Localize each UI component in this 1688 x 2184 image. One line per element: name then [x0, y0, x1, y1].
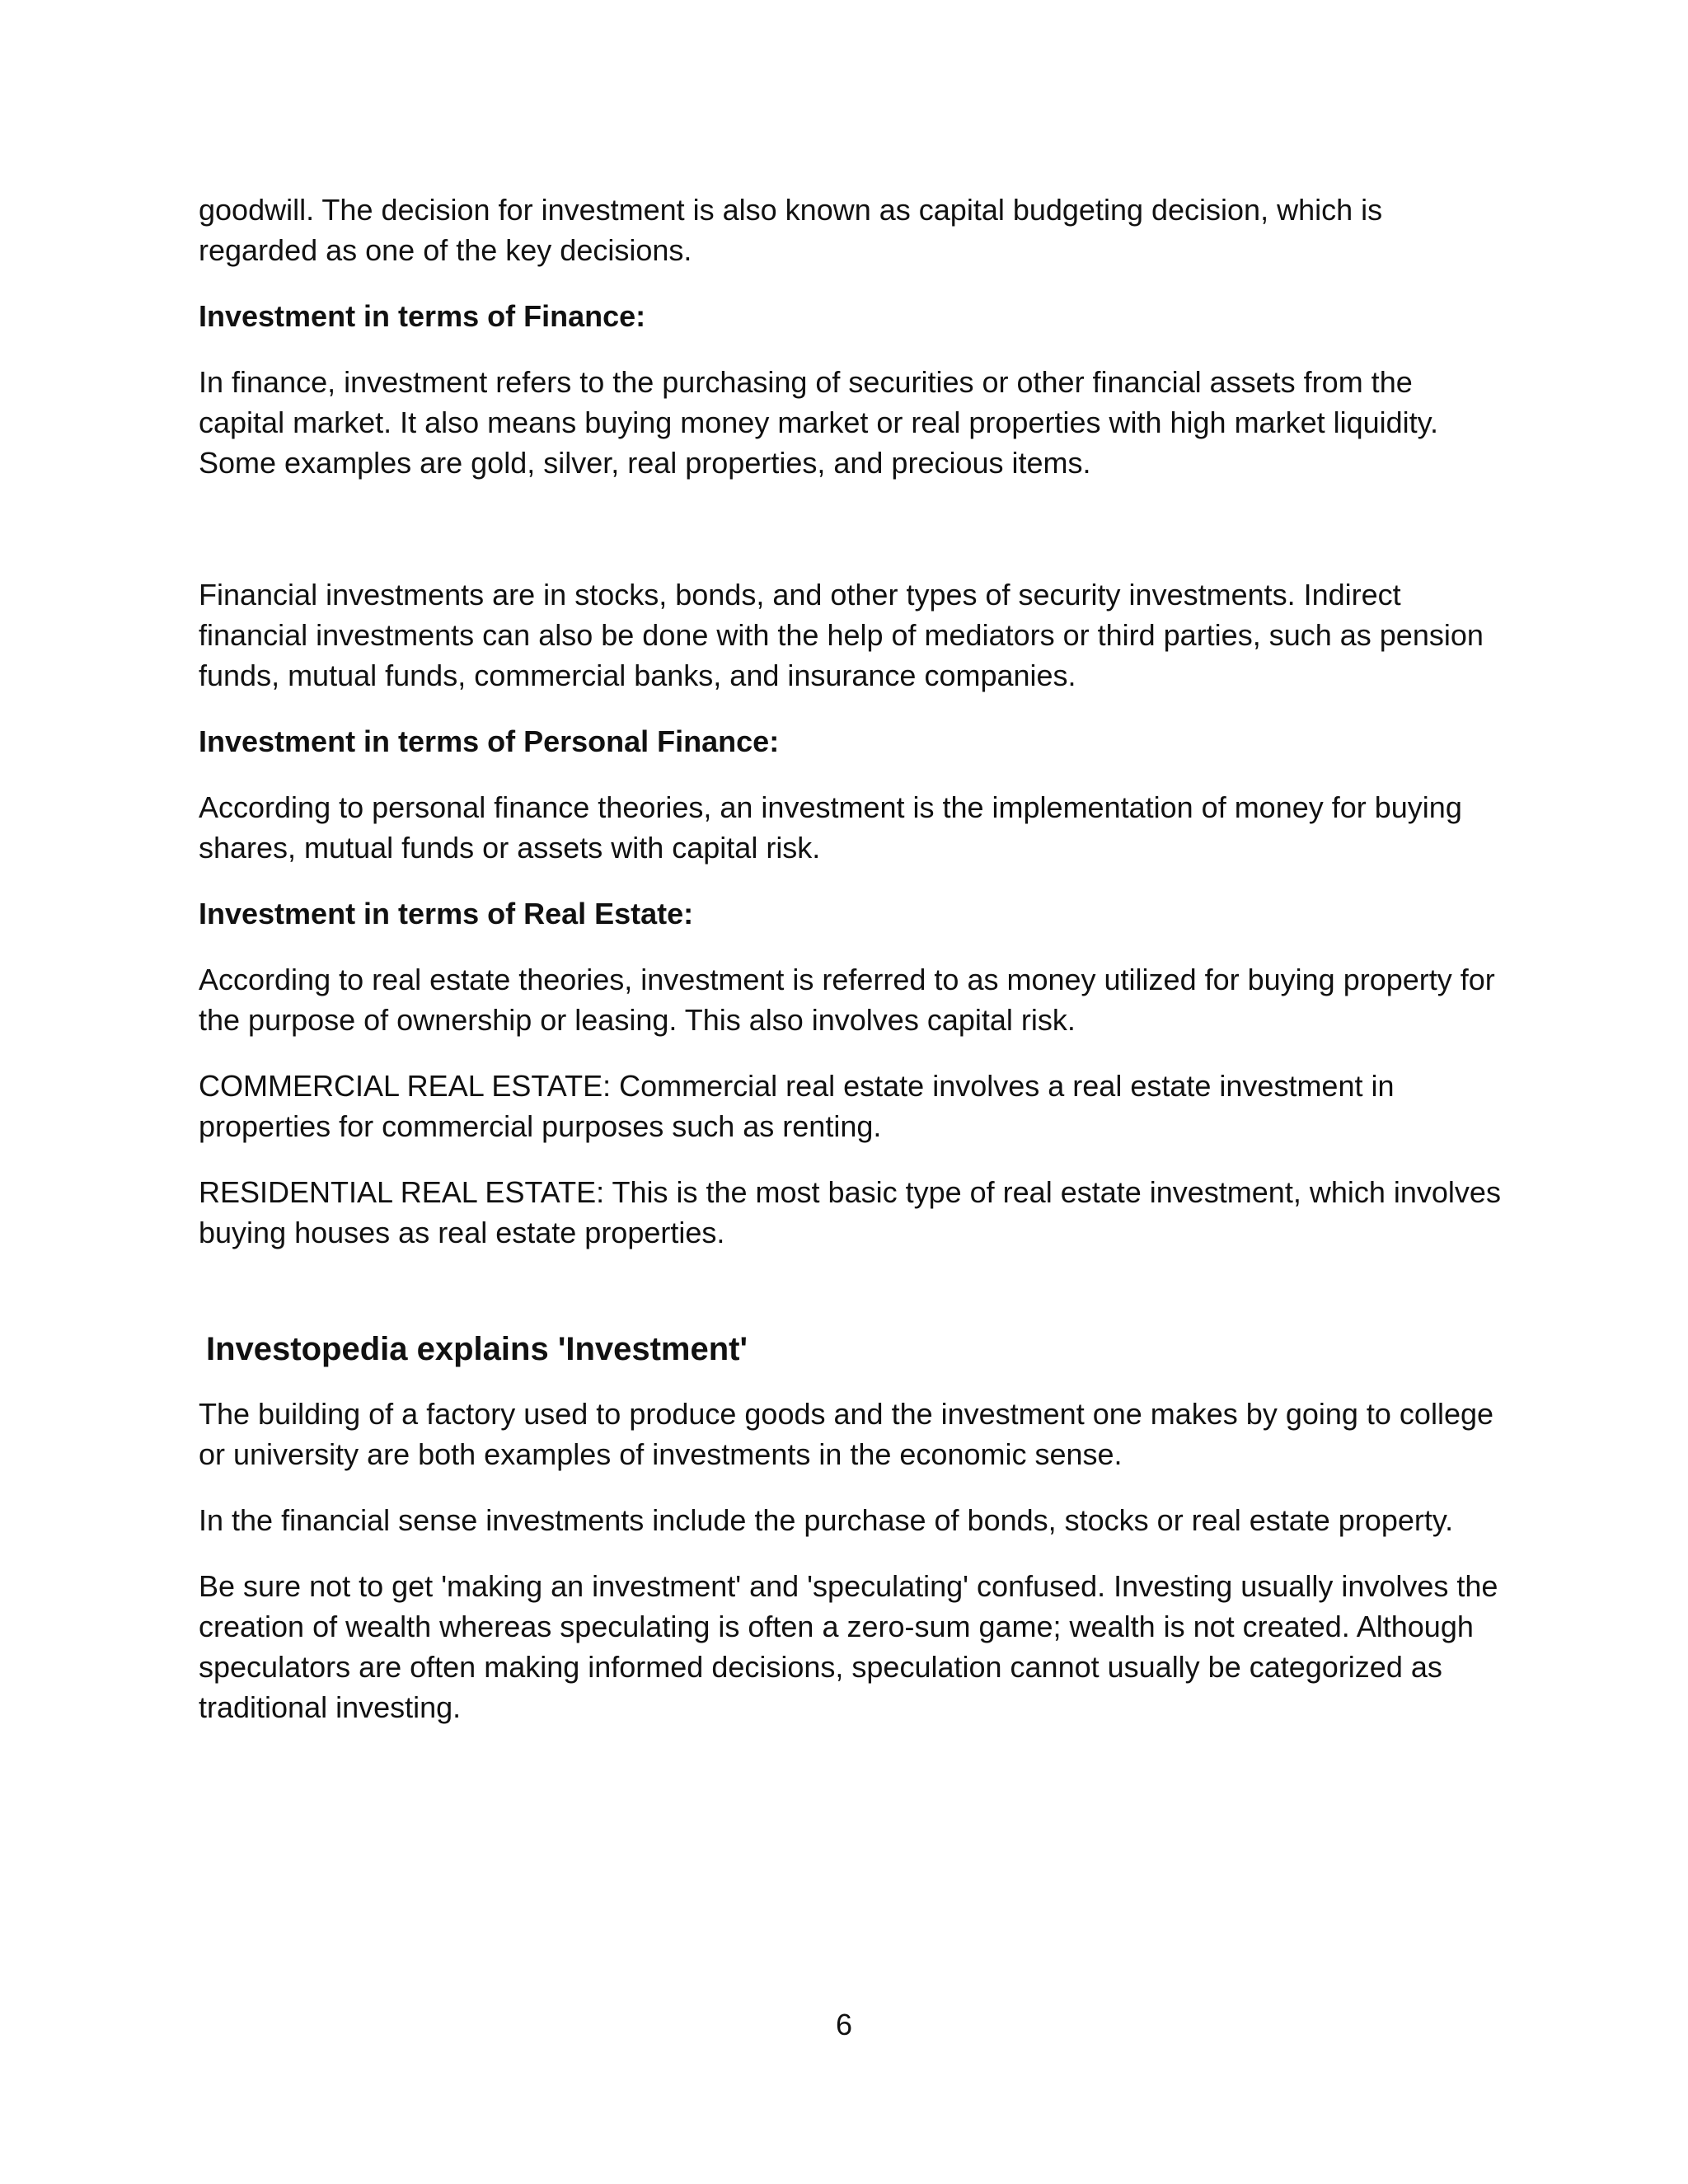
spacer [199, 509, 1501, 574]
heading-investopedia-explains: Investopedia explains 'Investment' [206, 1331, 748, 1367]
paragraph-commercial-real-estate: COMMERCIAL REAL ESTATE: Commercial real estate involves a real estate investment in properties for commercial purposes such as renting. [199, 1069, 1395, 1143]
paragraph-real-estate: According to real estate theories, investment is referred to as money utilized for buying property for the purpose of ownership or leasing. This also involves capital risk. [199, 963, 1495, 1037]
paragraph-financial-sense: In the financial sense investments include the purchase of bonds, stocks or real estate property. [199, 1503, 1454, 1537]
paragraph-financial-investments: Financial investments are in stocks, bonds, and other types of security investments. Indirect financial investments can also be done with the help of mediators or third parties, such as pension funds, mutual funds, commercial banks, and insurance companies. [199, 578, 1484, 692]
heading-investment-real-estate: Investment in terms of Real Estate: [199, 897, 694, 930]
paragraph-factory-example: The building of a factory used to produce goods and the investment one makes by going to college or university are both examples of investments in the economic sense. [199, 1397, 1494, 1471]
spacer [199, 1278, 1501, 1326]
paragraph-personal-finance: According to personal finance theories, an investment is the implementation of money for buying shares, mutual funds or assets with capital risk. [199, 790, 1462, 865]
paragraph-goodwill: goodwill. The decision for investment is also known as capital budgeting decision, which is regarded as one of the key decisions. [199, 193, 1383, 267]
paragraph-finance-definition: In finance, investment refers to the purchasing of securities or other financial assets from the capital market. It also means buying money market or real properties with high market liquidity. Some examples are gold, silver, real properties, and precious items. [199, 365, 1438, 480]
page-number: 6 [835, 2008, 853, 2041]
heading-investment-finance: Investment in terms of Finance: [199, 299, 646, 333]
page-content [199, 190, 1501, 1753]
paragraph-residential-real-estate: RESIDENTIAL REAL ESTATE: This is the most basic type of real estate investment, which involves buying houses as real estate properties. [199, 1175, 1501, 1249]
paragraph-speculating: Be sure not to get 'making an investment' and 'speculating' confused. Investing usually involves the creation of wealth whereas speculating is often a zero-sum game; wealth is not created. Although speculators are often making informed decisions, speculation cannot usually be categorized as traditional investing. [199, 1569, 1498, 1724]
heading-investment-personal-finance: Investment in terms of Personal Finance: [199, 724, 780, 758]
